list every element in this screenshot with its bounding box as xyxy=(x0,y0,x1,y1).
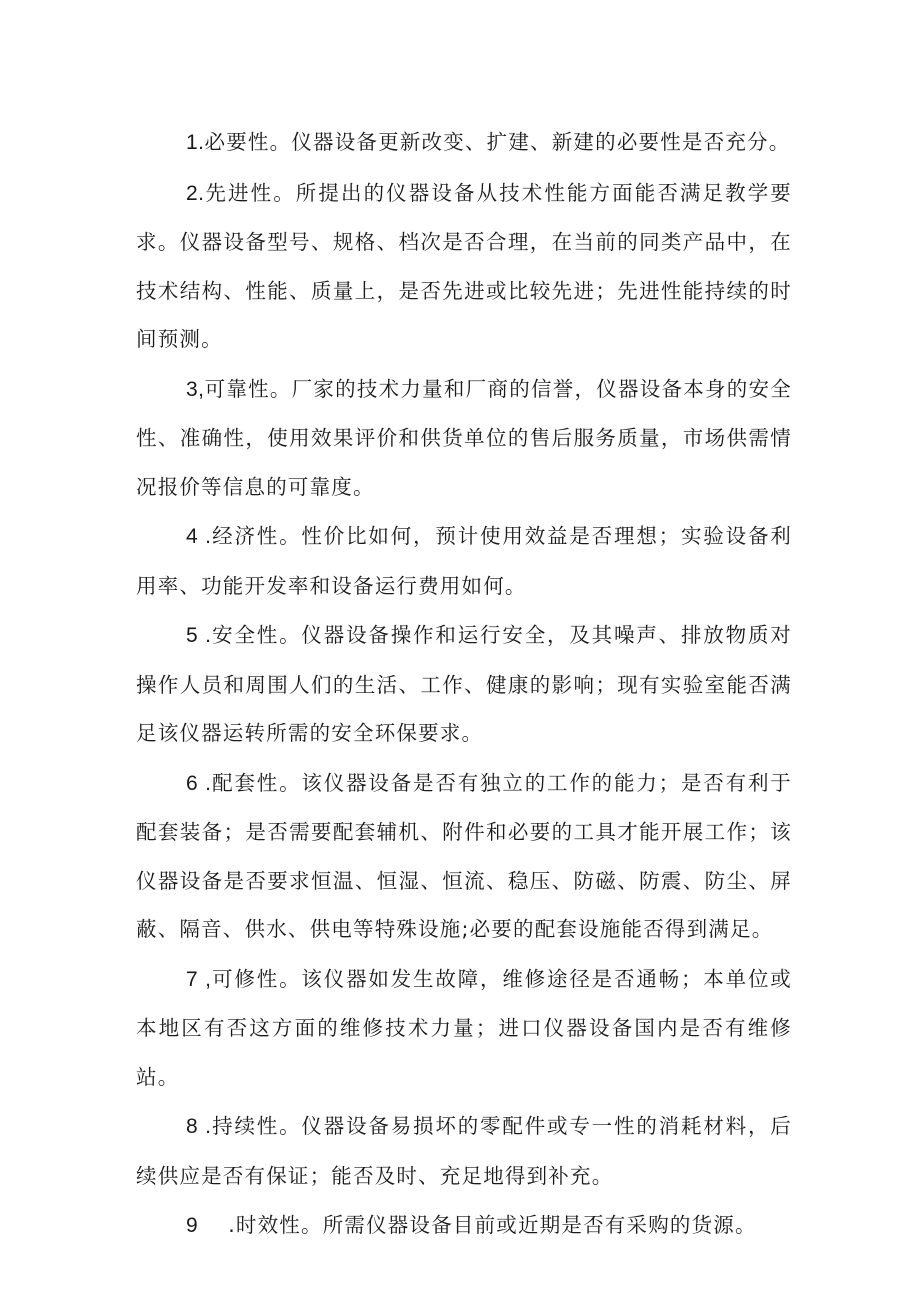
item-text: 配套性。该仪器设备是否有独立的工作的能力；是否有利于配套装备；是否需要配套辅机、附件和必要的工具才能开展工作；该仪器设备是否要求恒温、恒湿、恒流、稳压、防磁、防震、防尘、屏蔽、隔音、供水、供电等特殊设施;必要的配套设施能否得到满足。 xyxy=(136,770,792,941)
item-number: 9 xyxy=(186,1214,199,1237)
item-text: 持续性。仪器设备易损坏的零配件或专一性的消耗材料，后续供应是否有保证；能否及时、充足地得到补充。 xyxy=(136,1114,792,1188)
item-number: 2. xyxy=(186,181,205,205)
item-number: 8 . xyxy=(186,1115,212,1138)
paragraph-item-5 xyxy=(136,611,792,758)
item-text: 可靠性。厂家的技术力量和厂商的信誉，仪器设备本身的安全性、准确性，使用效果评价和供货单位的售后服务质量，市场供需情况报价等信息的可靠度。 xyxy=(136,376,792,499)
paragraph-item-4 xyxy=(136,512,792,610)
item-number: 5 . xyxy=(186,624,212,647)
paragraph-item-6 xyxy=(136,759,792,954)
paragraph-item-1 xyxy=(136,118,792,168)
paragraph-item-9 xyxy=(136,1201,792,1251)
item-number: 1. xyxy=(186,131,205,154)
item-text: 经济性。性价比如何，预计使用效益是否理想；实验设备利用率、功能开发率和设备运行费用如何。 xyxy=(136,524,792,598)
item-text: 安全性。仪器设备操作和运行安全，及其噪声、排放物质对操作人员和周围人们的生活、工作、健康的影响；现有实验室能否满足该仪器运转所需的安全环保要求。 xyxy=(136,623,792,745)
document-body xyxy=(136,118,792,1252)
item-text: 必要性。仪器设备更新改变、扩建、新建的必要性是否充分。 xyxy=(204,130,791,154)
item-number: 6 . xyxy=(186,771,212,795)
paragraph-item-7 xyxy=(136,955,792,1102)
item-number: 4 . xyxy=(186,525,212,548)
paragraph-item-2 xyxy=(136,169,792,364)
paragraph-item-8 xyxy=(136,1102,792,1200)
item-text: 先进性。所提出的仪器设备从技术性能方面能否满足教学要求。仪器设备型号、规格、档次是否合理，在当前的同类产品中，在技术结构、性能、质量上，是否先进或比较先进；先进性能持续的时间预测。 xyxy=(136,180,792,351)
paragraph-item-3 xyxy=(136,365,792,512)
item-text: 可修性。该仪器如发生故障，维修途径是否通畅；本单位或本地区有否这方面的维修技术力量；进口仪器设备国内是否有维修站。 xyxy=(136,966,792,1089)
item-number: 3, xyxy=(186,377,205,401)
item-text: .时效性。所需仪器设备目前或近期是否有采购的货源。 xyxy=(228,1213,757,1237)
item-number: 7 , xyxy=(186,967,212,991)
